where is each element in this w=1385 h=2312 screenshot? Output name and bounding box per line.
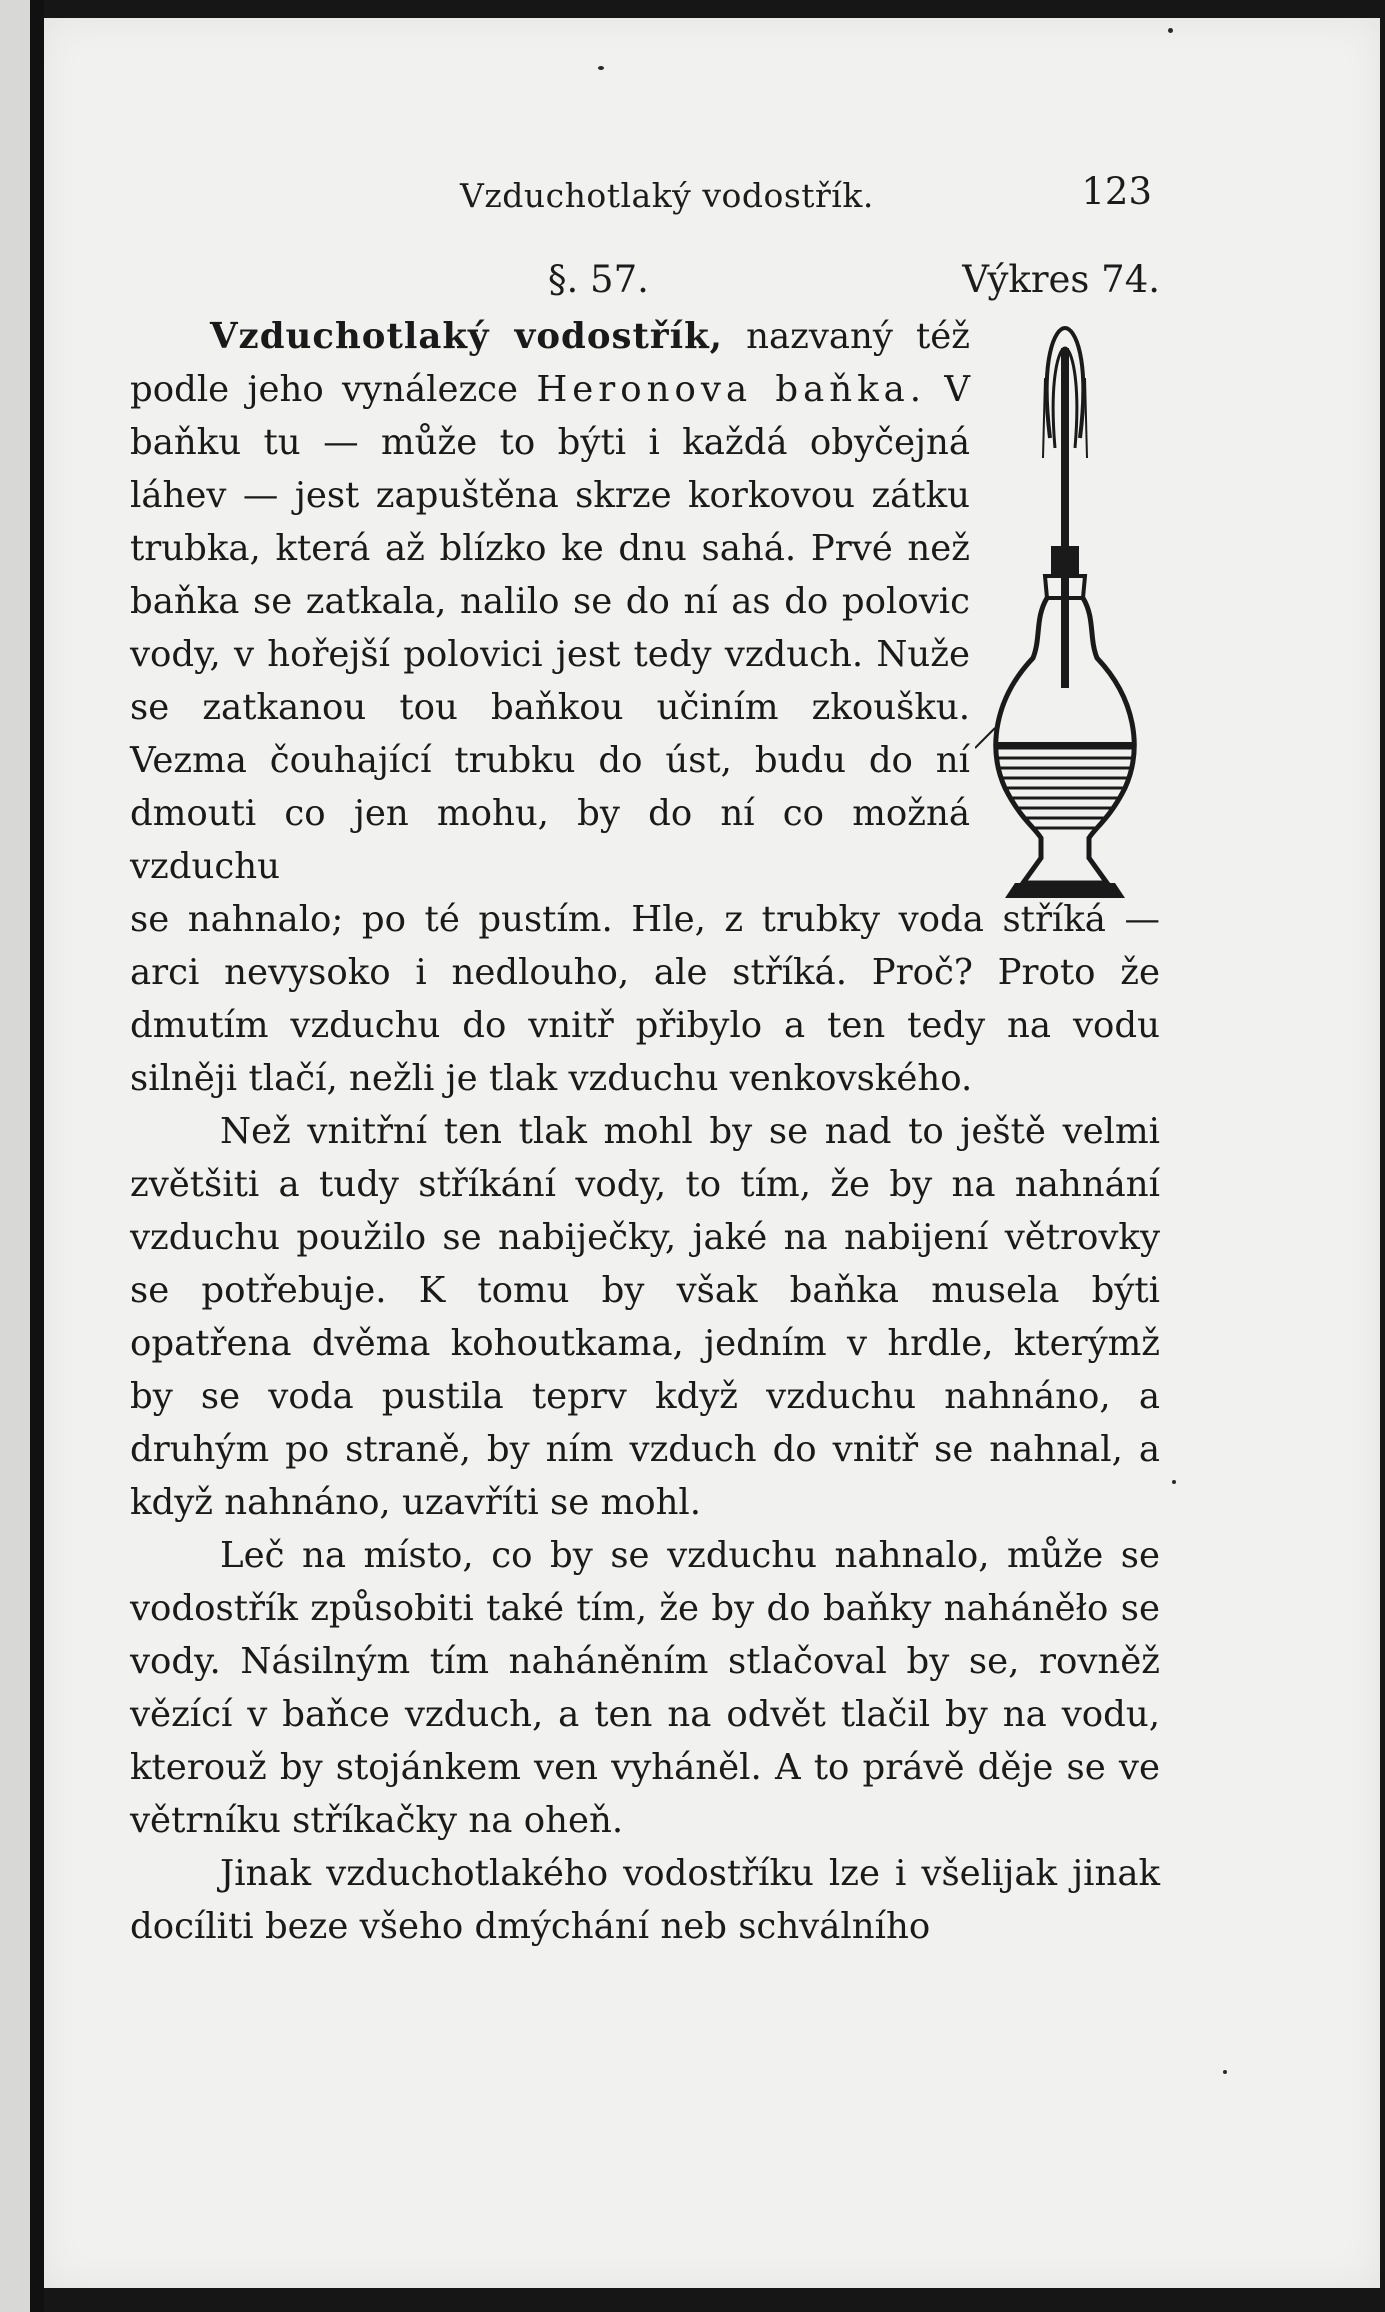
paragraph-4: Jinak vzduchotlakého vodostříku lze i všelijak jinak docíliti beze všeho dmýchání neb schválního [130, 1853, 1160, 1947]
term-heading: Vzduchotlaký vodostřík, [210, 316, 724, 357]
paragraph-1-text-b: V baňku tu — může to býti i každá obyčejná láhev — jest zapuštěna skrze korkovou zátku trubka, která až blízko ke dnu sahá. Prvé než baňka se zatkala, nalilo se do ní as do polovic vody, v hořejší polovici jest tedy vzduch. Nuže se zatkanou tou baňkou učiním zkoušku. Vezma čouhající trubku do úst, budu do ní dmouti co jen mohu, by do ní co možná vzduchu [130, 369, 970, 887]
paper-speck [1223, 2070, 1227, 2074]
figure-reference: Výkres 74. [962, 258, 1160, 301]
running-title: Vzduchotlaký vodostřík. [460, 176, 874, 215]
paper-speck [1168, 28, 1173, 33]
page-header [460, 170, 1160, 220]
page-number: 123 [1081, 170, 1152, 213]
paragraph-2: Než vnitřní ten tlak mohl by se nad to ještě velmi zvětšiti a tudy stříkání vody, to tím, že by na nahnání vzduchu použilo se nabiječky, jaké na nabijení větrovky se potřebuje. K tomu by však baňka musela býti opatřena dvěma kohoutkama, jedním v hrdle, kterýmž by se voda pustila teprv když vzduchu nahnáno, a druhým po straně, by ním vzduch do vnitř se nahnal, a když nahnáno, uzavříti se mohl. [130, 1111, 1160, 1523]
paragraph-1-narrow [130, 310, 970, 893]
paragraph-1-wide: se nahnalo; po té pustím. Hle, z trubky voda stříká — arci nevysoko i nedlouho, ale stříká. Proč? Proto že dmutím vzduchu do vnitř přibylo a ten tedy na vodu silněji tlačí, nežli je tlak vzduchu venkovského. [130, 899, 1160, 1099]
section-heading [130, 258, 1160, 308]
body-text [130, 310, 1160, 1953]
paper-speck [598, 66, 604, 70]
inventor-name: Heronova baňka. [536, 369, 927, 410]
facing-page-edge [0, 0, 30, 2312]
paragraph-3: Leč na místo, co by se vzduchu nahnalo, může se vodostřík způsobiti také tím, že by do baňky naháněło se vody. Násilným tím naháněním stlačoval by se, rovněž vězící v baňce vzduch, a ten na odvět tlačil by na vodu, kterouž by stojánkem ven vyháněl. A to právě děje se ve větrníku stříkačky na oheň. [130, 1535, 1160, 1841]
section-mark: §. 57. [548, 258, 649, 301]
gutter-shadow [30, 0, 44, 2312]
paper-speck [1172, 1480, 1176, 1484]
paragraph-1-text-a: nazvaný též podle jeho vynálezce [130, 316, 971, 410]
